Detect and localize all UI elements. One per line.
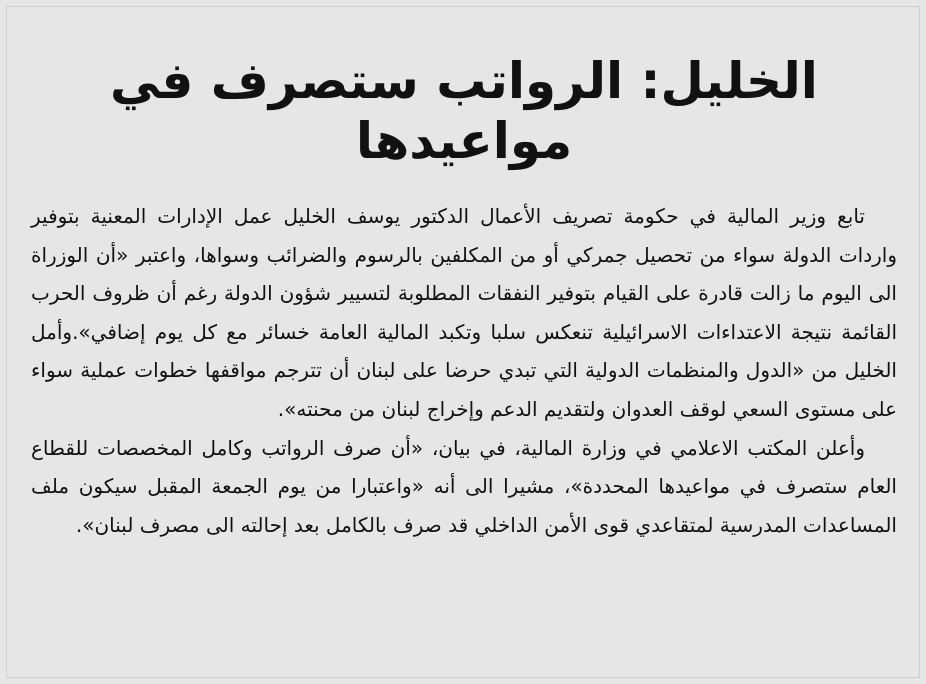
news-clipping <box>6 6 920 678</box>
headline: الخليل: الرواتب ستصرف في مواعيدها <box>110 52 818 170</box>
paragraph-1: تابع وزير المالية في حكومة تصريف الأعمال الدكتور يوسف الخليل عمل الإدارات المعنية بتوفير واردات الدولة سواء من تحصيل جمركي أو من المكلفين بالرسوم والضرائب وسواها، واعتبر «أن الوزراة الى اليوم ما زالت قادرة على القيام بتوفير النفقات المطلوبة لتسيير شؤون الدولة رغم أن ظروف الحرب القائمة نتيجة الاعتداءات الاسرائيلية تنعكس سلبا وتكبد المالية العامة خسائر مع كل يوم إضافي».وأمل الخليل من «الدول والمنظمات الدولية التي تبدي حرضا على لبنان أن تترجم مواقفها خطوات عملية سواء على مستوى السعي لوقف العدوان ولتقديم الدعم وإخراج لبنان من محنته». <box>31 204 897 421</box>
paragraph-2: وأعلن المكتب الاعلامي في وزارة المالية، في بيان، «أن صرف الرواتب وكامل المخصصات للقطاع العام ستصرف في مواعيدها المحددة»، مشيرا الى أنه «واعتبارا من يوم الجمعة المقبل سيكون ملف المساعدات المدرسية لمتقاعدي قوى الأمن الداخلي قد صرف بالكامل بعد إحالته الى مصرف لبنان». <box>31 435 897 537</box>
article <box>7 51 919 544</box>
article-body <box>31 197 897 544</box>
